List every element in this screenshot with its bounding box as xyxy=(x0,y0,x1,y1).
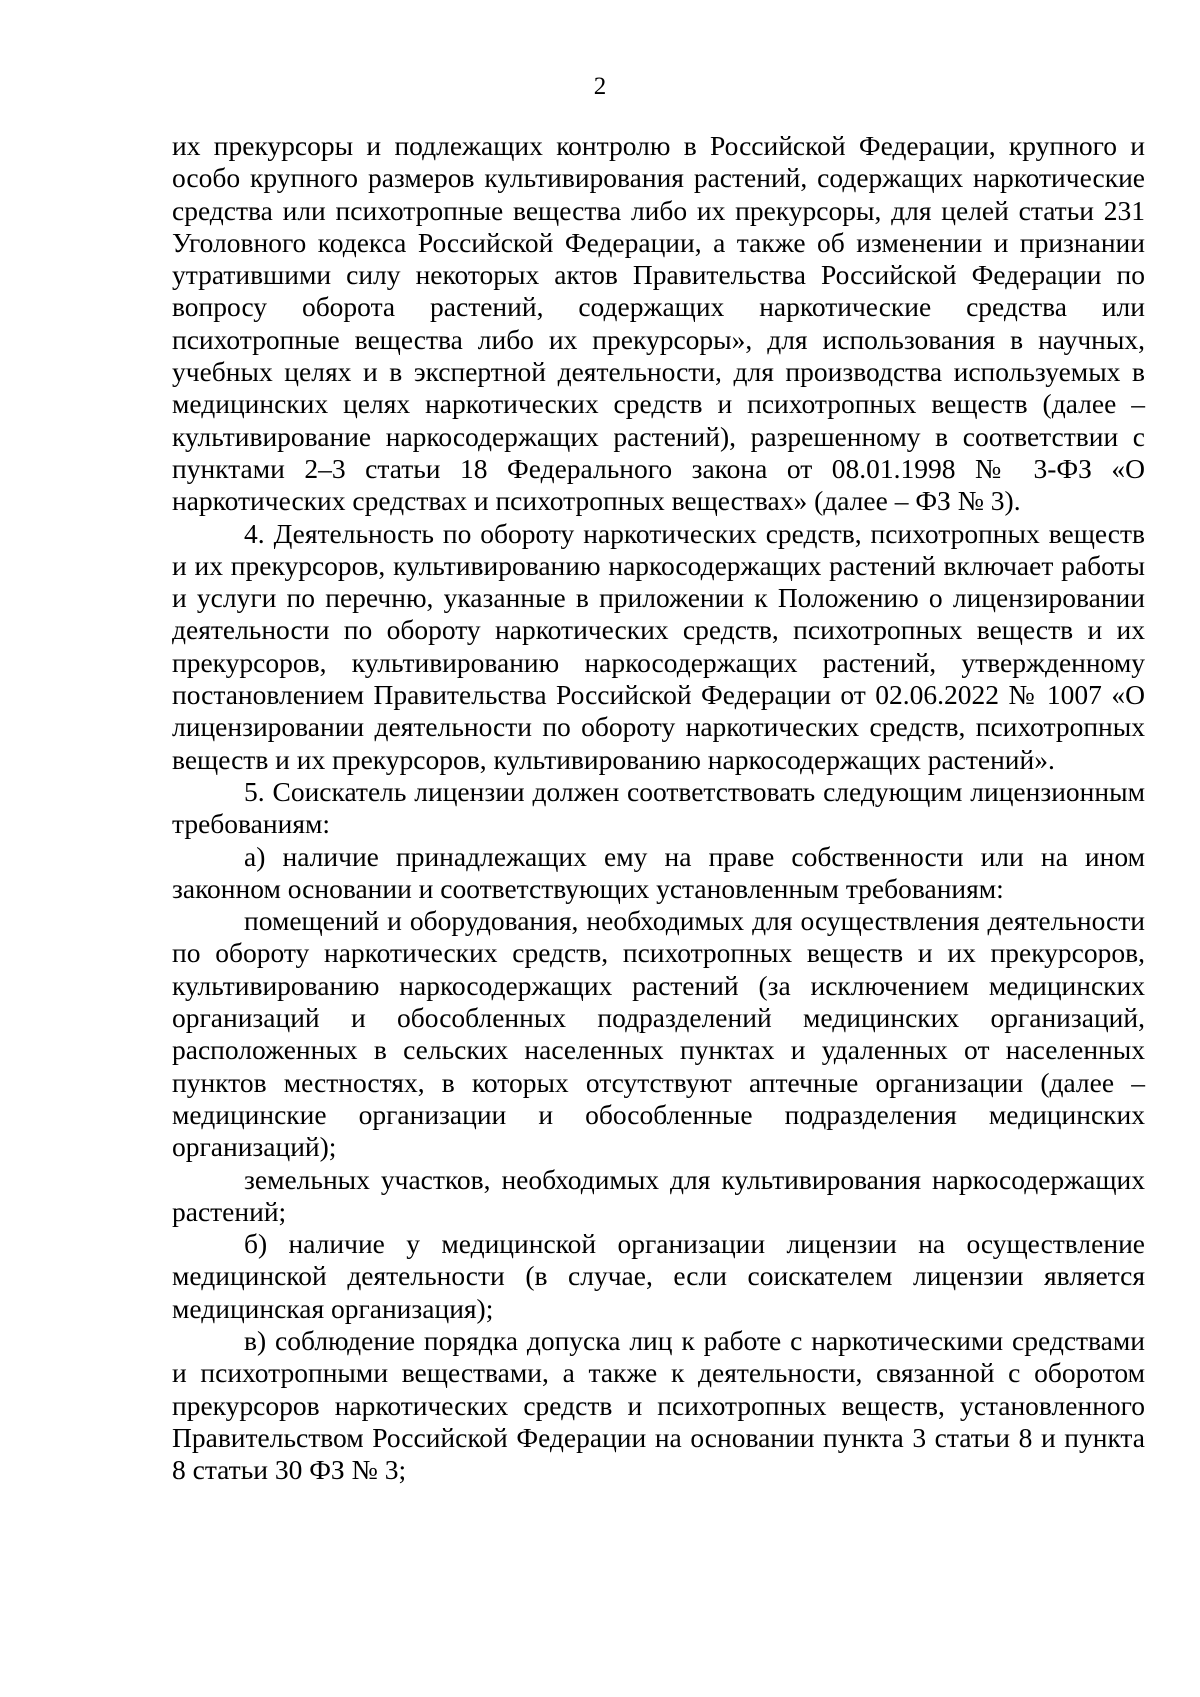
paragraph-item-5: 5. Соискатель лицензии должен соответствовать следующим лицензионным требованиям: xyxy=(172,775,1145,840)
paragraph-subitem-b: б) наличие у медицинской организации лицензии на осуществление медицинской деятельности (в случае, если соискателем лицензии является медицинская организация); xyxy=(172,1228,1145,1324)
page-number: 2 xyxy=(593,73,607,100)
paragraph-item-4: 4. Деятельность по обороту наркотических средств, психотропных веществ и их прекурсоров, культивированию наркосодержащих растений включает работы и услуги по перечню, указанные в приложении к Положению о лицензировании деятельности по обороту наркотических средств, психотропных веществ и их прекурсоров, культивированию наркосодержащих растений, утвержденному постановлением Правительства Российской Федерации от 02.06.2022 № 1007 «О лицензировании деятельности по обороту наркотических средств, психотропных веществ и их прекурсоров, культивированию наркосодержащих растений». xyxy=(172,517,1145,775)
paragraph-subitem-v: в) соблюдение порядка допуска лиц к работе с наркотическими средствами и психотропными веществами, а также к деятельности, связанной с оборотом прекурсоров наркотических средств и психотропных веществ, установленного Правительством Российской Федерации на основании пункта 3 статьи 8 и пункта 8 статьи 30 ФЗ № 3; xyxy=(172,1324,1145,1486)
paragraph-land-plots: земельных участков, необходимых для культивирования наркосодержащих растений; xyxy=(172,1163,1145,1227)
paragraph-premises: помещений и оборудования, необходимых для осуществления деятельности по обороту наркотических средств, психотропных веществ и их прекурсоров, культивированию наркосодержащих растений (за исключением медицинских организаций и обособленных подразделений медицинских организаций, расположенных в сельских населенных пунктах и удаленных от населенных пунктов местностях, в которых отсутствуют аптечные организации (далее – медицинские организации и обособленные подразделения медицинских организаций); xyxy=(172,905,1145,1163)
document-body xyxy=(172,130,1145,1486)
paragraph-subitem-a: а) наличие принадлежащих ему на праве собственности или на ином законном основании и соответствующих установленным требованиям: xyxy=(172,840,1145,904)
paragraph-continuation: их прекурсоры и подлежащих контролю в Российской Федерации, крупного и особо крупного размеров культивирования растений, содержащих наркотические средства или психотропные вещества либо их прекурсоры, для целей статьи 231 Уголовного кодекса Российской Федерации, а также об изменении и признании утратившими силу некоторых актов Правительства Российской Федерации по вопросу оборота растений, содержащих наркотические средства или психотропные вещества либо их прекурсоры», для использования в научных, учебных целях и в экспертной деятельности, для производства используемых в медицинских целях наркотических средств и психотропных веществ (далее – культивирование наркосодержащих растений), разрешенному в соответствии с пунктами 2–3 статьи 18 Федерального закона от 08.01.1998 № 3-ФЗ «О наркотических средствах и психотропных веществах» (далее – ФЗ № 3). xyxy=(172,130,1145,517)
